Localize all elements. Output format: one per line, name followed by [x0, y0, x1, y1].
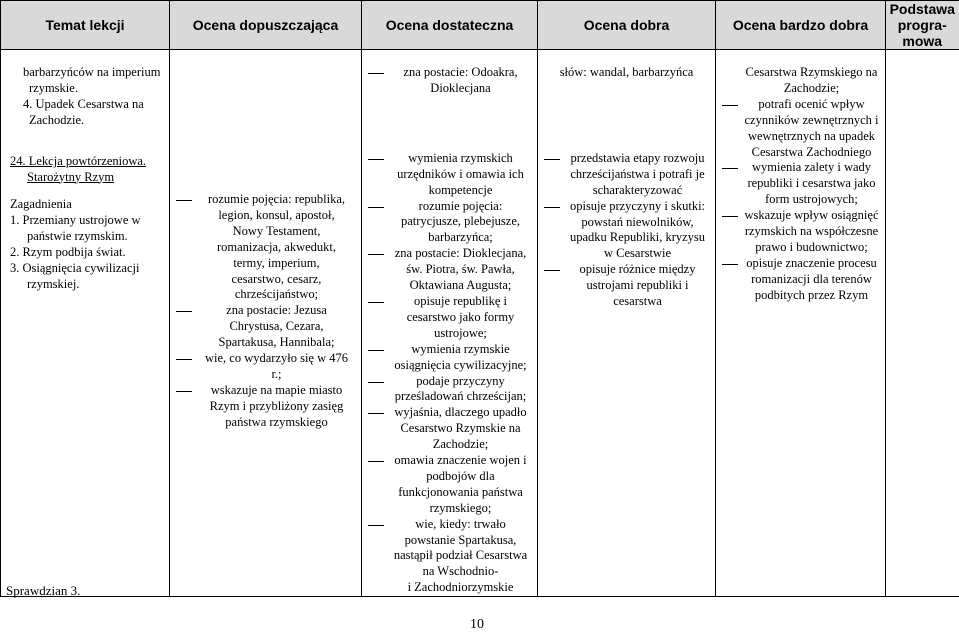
requirement-continuation: upadku Republiki, kryzysu — [569, 230, 706, 245]
grade-good-cell — [538, 50, 716, 597]
requirement-item: przedstawia etapy rozwoju — [542, 151, 711, 167]
topic-item: państwie rzymskim. — [27, 229, 128, 244]
requirement-continuation: form ustrojowych; — [765, 192, 858, 207]
requirement-continuation: podbitych przez Rzym — [754, 287, 869, 302]
requirement-continuation: nastąpił podział Cesarstwa — [393, 548, 528, 563]
requirement-continuation: cesarstwo, cesarz, — [231, 271, 322, 286]
requirement-continuation: czynników zewnętrznych i — [744, 112, 879, 127]
requirement-item: wymienia zalety i wady — [720, 160, 881, 176]
requirement-continuation: Cesarstwa Zachodniego — [751, 144, 872, 159]
page-number: 10 — [470, 617, 484, 632]
requirement-item: zna postacie: Jezusa — [174, 303, 357, 319]
topics-heading: Zagadnienia — [10, 197, 72, 212]
requirement-continuation: romanizacji dla terenów — [751, 271, 872, 286]
header-row — [1, 1, 959, 50]
topic-text: Zachodzie. — [29, 112, 85, 127]
requirement-continuation: Oktawiana Augusta; — [409, 278, 512, 293]
requirement-continuation: Cesarstwa Rzymskiego na — [745, 65, 878, 79]
topic-item: rzymskiej. — [27, 276, 80, 291]
requirement-continuation: w Cesarstwie — [604, 246, 671, 261]
requirement-continuation: scharakteryzować — [592, 182, 683, 197]
header-basis-line1: Podstawa — [889, 1, 955, 17]
requirement-item: opisuje przyczyny i skutki: — [542, 199, 711, 215]
header-basis-line3: mowa — [902, 33, 943, 49]
topic-item: 1. Przemiany ustrojowe w — [10, 213, 141, 228]
requirement-item: rozumie pojęcia: republika, — [174, 192, 357, 208]
requirement-continuation: barbarzyńca; — [428, 230, 493, 245]
header-curriculum-basis — [886, 1, 959, 50]
requirement-item: rozumie pojęcia: — [366, 199, 533, 215]
header-lesson-topic: Temat lekcji — [1, 1, 170, 50]
requirement-continuation: Zachodzie; — [432, 437, 489, 452]
header-grade-sufficient: Ocena dopuszczająca — [170, 1, 362, 50]
requirement-continuation: państwa rzymskiego — [225, 414, 328, 429]
requirement-continuation: ustrojami republiki i — [586, 278, 689, 293]
requirement-continuation: legion, konsul, apostoł, — [218, 207, 335, 222]
grade-very-good-cell — [716, 50, 886, 597]
requirement-continuation: Nowy Testament, — [232, 223, 321, 238]
requirement-continuation: chrześcijaństwa i potrafi je — [570, 166, 705, 181]
requirement-item: wyjaśnia, dlaczego upadło — [366, 405, 533, 421]
test-label: Sprawdzian 3. — [6, 583, 81, 598]
requirement-item: wskazuje na mapie miasto — [174, 383, 357, 399]
requirement-continuation: podbojów dla — [426, 468, 495, 483]
requirement-continuation: patrycjusze, plebejusze, — [400, 214, 521, 229]
lesson-title: 24. Lekcja powtórzeniowa. — [10, 153, 147, 168]
requirement-continuation: Spartakusa, Hannibala; — [218, 335, 335, 350]
requirement-item: wymienia rzymskie — [366, 342, 533, 358]
lesson-title: Starożytny Rzym — [27, 169, 115, 184]
requirement-continuation: romanizacja, akwedukt, — [216, 239, 337, 254]
requirement-continuation: Cesarstwo Rzymskie na — [400, 421, 521, 436]
grade-satisfactory-cell — [362, 50, 538, 597]
requirement-continuation: Rzym i przybliżony zasięg — [209, 398, 344, 413]
requirement-continuation: prawo i budownictwo; — [755, 239, 868, 254]
requirement-continuation: kompetencje — [428, 182, 493, 197]
requirement-continuation: powstanie Spartakusa, — [404, 532, 517, 547]
lesson-topic-cell — [1, 50, 170, 597]
requirement-item: wie, kiedy: trwało — [366, 517, 533, 533]
requirement-continuation: Chrystusa, Cezara, — [229, 319, 324, 334]
requirement-continuation: prześladowań chrześcijan; — [394, 389, 527, 404]
requirement-item: opisuje znaczenie procesu — [720, 256, 881, 272]
requirement-continuation: Zachodzie; — [783, 80, 840, 95]
requirement-continuation: urzędników i omawia ich — [397, 166, 524, 181]
curriculum-basis-cell — [886, 50, 959, 597]
topic-text: rzymskie. — [29, 80, 78, 95]
topic-item: 2. Rzym podbija świat. — [10, 245, 126, 260]
requirement-continuation: na Wschodnio- — [422, 564, 499, 579]
content-row — [1, 50, 959, 597]
requirement-item: wymienia rzymskich — [366, 151, 533, 167]
topic-text: barbarzyńców na imperium — [23, 65, 161, 79]
requirement-item: wie, co wydarzyło się w 476 — [174, 351, 357, 367]
header-grade-good: Ocena dobra — [538, 1, 716, 50]
requirement-continuation: republiki i cesarstwa jako — [747, 176, 876, 191]
requirement-continuation: św. Piotra, św. Pawła, — [406, 262, 515, 277]
requirement-continuation: termy, imperium, — [233, 255, 320, 270]
requirement-item: podaje przyczyny — [366, 374, 533, 390]
requirement-item: opisuje republikę i — [366, 294, 533, 310]
requirement-continuation: ustrojowe; — [434, 325, 487, 340]
grade-sufficient-cell — [170, 50, 362, 597]
requirement-continuation: Dioklecjana — [430, 80, 491, 95]
requirement-continuation: i Zachodniorzymskie — [407, 580, 514, 595]
header-basis-line2: progra- — [897, 17, 947, 33]
requirement-item: zna postacie: Dioklecjana, — [366, 246, 533, 262]
requirement-continuation: rzymskich na współczesne — [744, 224, 879, 239]
topic-item: 3. Osiągnięcia cywilizacji — [10, 261, 140, 276]
requirement-continuation: cesarstwo jako formy — [406, 309, 515, 324]
requirement-item: omawia znaczenie wojen i — [366, 453, 533, 469]
header-grade-satisfactory: Ocena dostateczna — [362, 1, 538, 50]
requirement-continuation: wewnętrznych na upadek — [747, 128, 876, 143]
requirement-continuation: osiągnięcia cywilizacyjne; — [394, 357, 527, 372]
topic-text: 4. Upadek Cesarstwa na — [23, 96, 144, 111]
header-grade-very-good: Ocena bardzo dobra — [716, 1, 886, 50]
requirement-item: wskazuje wpływ osiągnięć — [720, 208, 881, 224]
requirement-continuation: powstań niewolników, — [581, 214, 694, 229]
requirement-continuation: rzymskiego; — [429, 500, 492, 515]
requirement-continuation: funkcjonowania państwa — [398, 484, 523, 499]
requirement-continuation: r.; — [271, 366, 282, 381]
requirement-item: zna postacie: Odoakra, — [366, 65, 533, 81]
requirement-continuation: chrześcijaństwo; — [234, 287, 319, 302]
requirement-item: opisuje różnice między — [542, 262, 711, 278]
requirement-item: potrafi ocenić wpływ — [720, 97, 881, 113]
requirement-text: słów: wandal, barbarzyńca — [559, 65, 694, 79]
requirement-continuation: cesarstwa — [613, 294, 662, 309]
